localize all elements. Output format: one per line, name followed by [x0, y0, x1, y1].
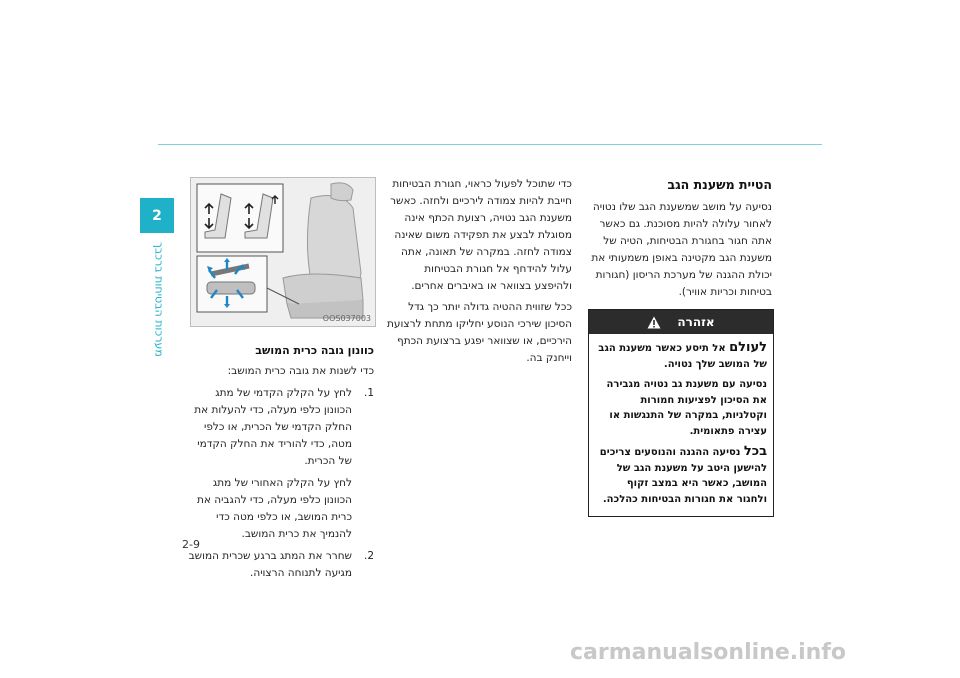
seat-illustration — [191, 178, 375, 326]
section-seatback-recline — [588, 176, 772, 305]
warning-para-2: נסיעה עם משענת גב נטויה מגבירה את הסיכון לפציעות חמורות וקטלניות, במקרה של התנגשות או עצירה פתאומית. — [606, 379, 767, 437]
top-rule — [158, 144, 822, 145]
step-number: 1. — [363, 387, 374, 399]
chapter-side-label: מערכות הבטיחות ברכבך — [152, 242, 166, 357]
warning-emphasis-3: בכל — [743, 444, 767, 459]
mid-paragraph-1: כדי שתוכל לפעול כראוי, חגורת הבטיחות חייבת להיות צמודה לירכיים ולחזה. כאשר משענת הגב נטויה, רצועת הכתף אינה מסוגלת לבצע את תפקידה משום שאינה צמודה לחזה. במקרה של תאונה, אתה עלול להידחף אל חגורת הבטיחות ולהיפצע בצוואר או באיברים אחרים. — [390, 178, 572, 292]
step-item — [188, 475, 374, 543]
step-item — [188, 548, 374, 582]
figure-code: OOS037003 — [322, 314, 371, 323]
warning-box — [588, 309, 774, 517]
step-number: 2. — [363, 550, 374, 562]
section-cushion-height — [188, 342, 374, 587]
warning-text-1: אל תיסע כאשר משענת הגב של המושב שלך נטויה. — [598, 343, 767, 370]
section-title: כוונון גובה כרית המושב — [255, 344, 374, 357]
chapter-tab: 2 — [140, 198, 174, 233]
warning-title: אזהרה — [677, 315, 715, 329]
step-text: לחץ על הקלק האחורי של מתג הכוונון כלפי מעלה, כדי להגביה את כרית המושב, או כלפי מטה כדי להנמיך את כרית המושב. — [196, 477, 352, 540]
mid-paragraph-2: ככל שזווית ההטיה גדולה יותר כך גדל הסיכון שירכי הנוסע יחליקו מתחת לרצועת הירכיים, או שצוואר יפגע ברצועת הכתף וייחנק בה. — [387, 301, 572, 364]
steps-list — [188, 385, 374, 582]
watermark: carmanualsonline.info — [570, 640, 846, 665]
warning-para-3 — [595, 444, 767, 507]
warning-body — [589, 334, 773, 516]
seat-adjustment-figure — [190, 177, 376, 327]
section-seatbelt-explanation — [384, 176, 572, 371]
section-intro: כדי לשנות את גובה כרית המושב: — [227, 365, 374, 377]
warning-para-1 — [595, 340, 767, 372]
page-number: 2-9 — [182, 538, 200, 551]
warning-header — [589, 310, 773, 334]
warning-text-3: נסיעה ההגנה והנוסעים צריכים להישען היטב על משענת הגב של המושב, כאשר היא במצב זקוף ולחגור את חגורות הבטיחות כהלכה. — [599, 447, 767, 505]
step-text: שחרר את המתג ברגע שכרית המושב מגיעה לתנוחה הרצויה. — [188, 550, 352, 579]
warning-emphasis-1: לעולם — [729, 340, 767, 355]
section-body: נסיעה על מושב שמשענת הגב שלו נטויה לאחור עלולה להיות מסוכנת. גם כאשר אתה חגור בחגורת הבטיחות, הטיה של משענת הגב מקטינה באופן משמעותי את יכולת ההגנה של מערכת הריסון (חגורות בטיחות וכריות אוויר). — [591, 201, 772, 298]
step-text: לחץ על הקלק הקדמי של מתג הכוונון כלפי מעלה, כדי להעלות את החלק הקדמי של הכרית, או כלפי מטה, כדי להוריד את החלק הקדמי של הכרית. — [194, 387, 352, 467]
warning-triangle-icon — [647, 316, 661, 329]
step-item — [188, 385, 374, 470]
section-title: הטיית משענת הגב — [667, 177, 772, 192]
